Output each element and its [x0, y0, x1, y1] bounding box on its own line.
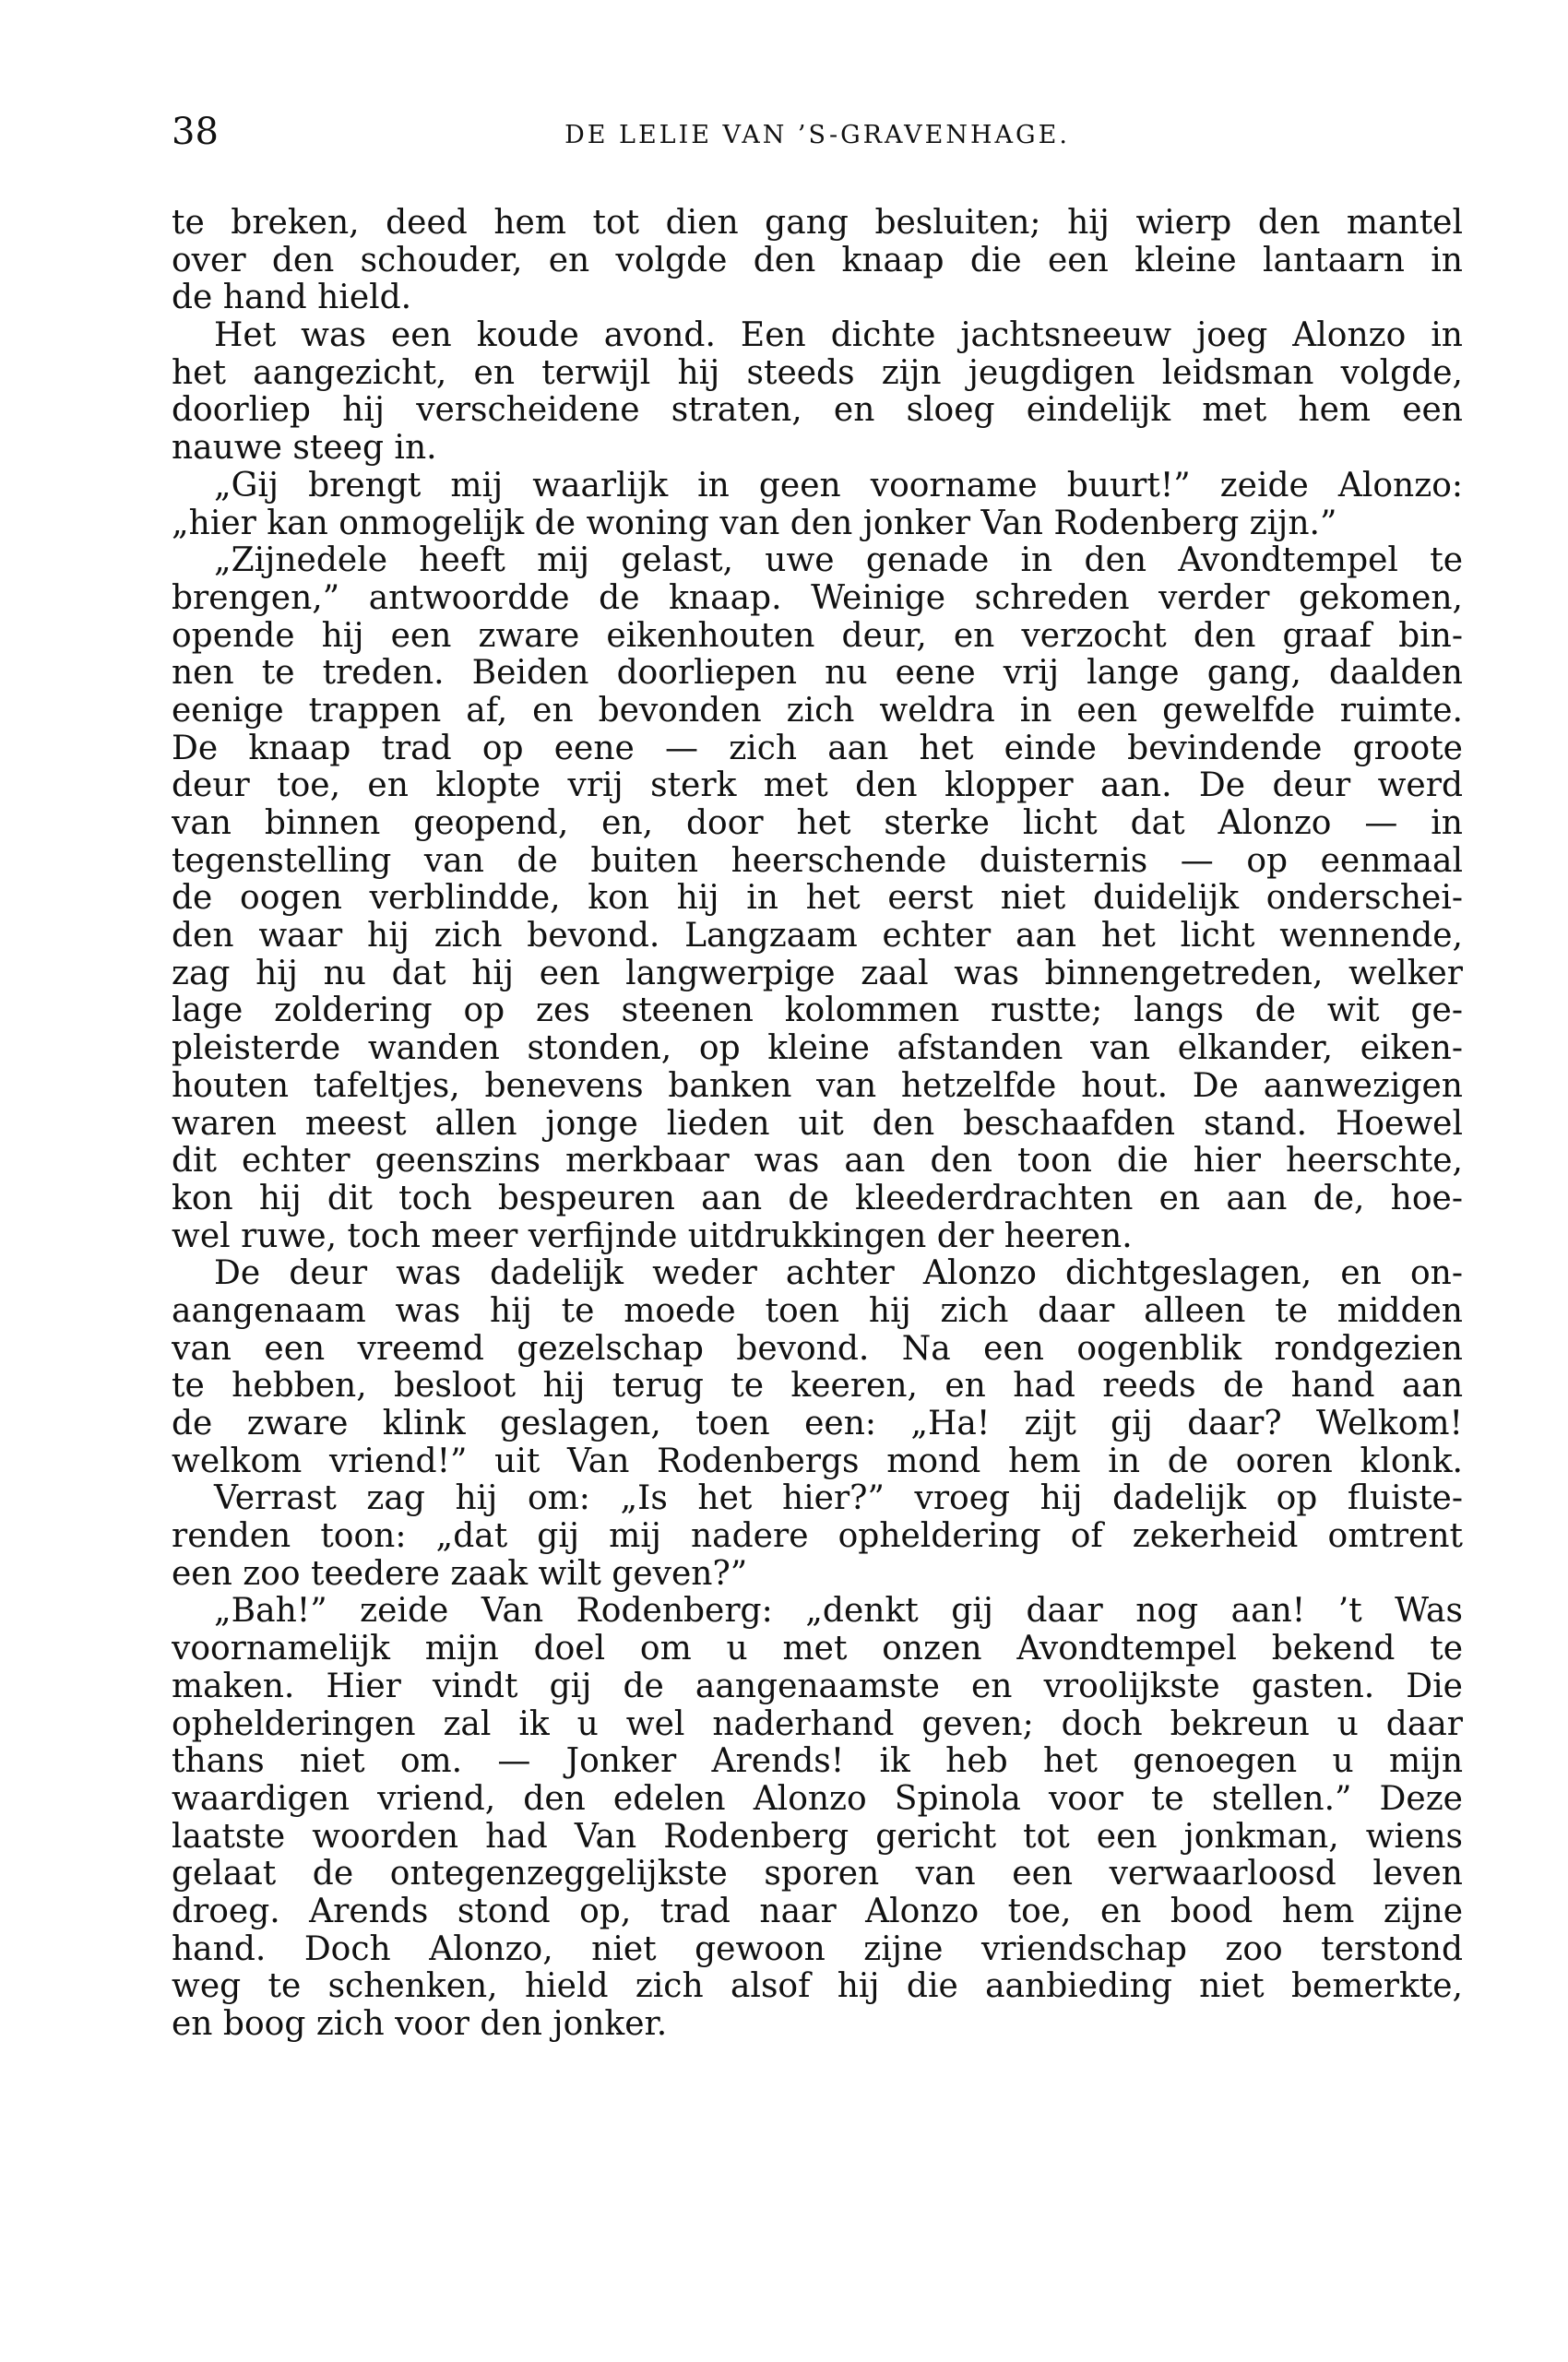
text-line: De knaap trad op eene — zich aan het einde bevindende groote: [172, 730, 1463, 767]
text-line: houten tafeltjes, benevens banken van hetzelfde hout. De aanwezigen: [172, 1067, 1463, 1105]
text-line: hand. Doch Alonzo, niet gewoon zijne vriendschap zoo terstond: [172, 1930, 1463, 1968]
text-line: De deur was dadelijk weder achter Alonzo dichtgeslagen, en on-: [214, 1255, 1463, 1293]
text-line: renden toon: „dat gij mij nadere opheldering of zekerheid omtrent: [172, 1518, 1463, 1556]
text-line: weg te schenken, hield zich alsof hij die aanbieding niet bemerkte,: [172, 1968, 1463, 2006]
text-line: waardigen vriend, den edelen Alonzo Spinola voor te stellen.” Deze: [172, 1780, 1463, 1818]
text-line: ophelderingen zal ik u wel naderhand geven; doch bekreun u daar: [172, 1705, 1463, 1743]
text-line: lage zoldering op zes steenen kolommen rustte; langs de wit ge-: [172, 992, 1463, 1030]
text-line: welkom vriend!” uit Van Rodenbergs mond hem in de ooren klonk.: [172, 1442, 1463, 1480]
text-line: Verrast zag hij om: „Is het hier?” vroeg hij dadelijk op fluiste-: [214, 1480, 1463, 1518]
text-line: den waar hij zich bevond. Langzaam echter aan het licht wennende,: [172, 918, 1463, 955]
text-line: droeg. Arends stond op, trad naar Alonzo toe, en bood hem zijne: [172, 1893, 1463, 1930]
text-line: doorliep hij verscheidene straten, en sloeg eindelijk met hem een: [172, 392, 1463, 430]
text-line: „Gij brengt mij waarlijk in geen voorname buurt!” zeide Alonzo:: [214, 467, 1463, 504]
text-line: Het was een koude avond. Een dichte jachtsneeuw joeg Alonzo in: [214, 317, 1463, 355]
text-line: en boog zich voor den jonker.: [172, 2006, 668, 2043]
text-line: voornamelijk mijn doel om u met onzen Avondtempel bekend te: [172, 1631, 1463, 1668]
text-line: van een vreemd gezelschap bevond. Na een oogenblik rondgezien: [172, 1330, 1463, 1368]
text-line: te breken, deed hem tot dien gang besluiten; hij wierp den mantel: [172, 205, 1463, 242]
text-line: aangenaam was hij te moede toen hij zich daar alleen te midden: [172, 1292, 1463, 1330]
text-line: pleisterde wanden stonden, op kleine afstanden van elkander, eiken-: [172, 1030, 1463, 1068]
text-line: thans niet om. — Jonker Arends! ik heb het genoegen u mijn: [172, 1743, 1463, 1781]
text-line: wel ruwe, toch meer verfijnde uitdrukkingen der heeren.: [172, 1217, 1133, 1255]
text-line: dit echter geenszins merkbaar was aan den toon die hier heerschte,: [172, 1143, 1463, 1181]
text-line: eenige trappen af, en bevonden zich weldra in een gewelfde ruimte.: [172, 692, 1463, 730]
body-text: [172, 205, 1463, 2044]
text-line: „hier kan onmogelijk de woning van den jonker Van Rodenberg zijn.”: [172, 504, 1337, 542]
text-line: de oogen verblindde, kon hij in het eerst niet duidelijk onderschei-: [172, 880, 1463, 918]
text-line: waren meest allen jonge lieden uit den beschaafden stand. Hoewel: [172, 1105, 1463, 1143]
text-line: gelaat de ontegenzeggelijkste sporen van een verwaarloosd leven: [172, 1856, 1463, 1893]
text-line: zag hij nu dat hij een langwerpige zaal was binnengetreden, welker: [172, 955, 1463, 992]
text-line: tegenstelling van de buiten heerschende duisternis — op eenmaal: [172, 842, 1463, 880]
text-line: een zoo teedere zaak wilt geven?”: [172, 1555, 748, 1593]
running-title: DE LELIE VAN ’S-GRAVENHAGE.: [564, 121, 1070, 149]
text-line: de zware klink geslagen, toen een: „Ha! zijt gij daar? Welkom!: [172, 1406, 1463, 1442]
text-line: het aangezicht, en terwijl hij steeds zijn jeugdigen leidsman volgde,: [172, 354, 1463, 392]
page-number: 38: [172, 111, 219, 153]
text-line: nen te treden. Beiden doorliepen nu eene vrij lange gang, daalden: [172, 655, 1463, 693]
text-line: „Zijnedele heeft mij gelast, uwe genade in den Avondtempel te: [214, 542, 1463, 580]
text-line: laatste woorden had Van Rodenberg gericht tot een jonkman, wiens: [172, 1818, 1463, 1856]
text-line: te hebben, besloot hij terug te keeren, en had reeds de hand aan: [172, 1368, 1463, 1406]
text-line: over den schouder, en volgde den knaap die een kleine lantaarn in: [172, 242, 1463, 279]
text-line: de hand hield.: [172, 279, 412, 317]
text-line: kon hij dit toch bespeuren aan de kleederdrachten en aan de, hoe-: [172, 1180, 1463, 1217]
text-line: van binnen geopend, en, door het sterke licht dat Alonzo — in: [172, 805, 1463, 842]
text-line: deur toe, en klopte vrij sterk met den klopper aan. De deur werd: [172, 767, 1463, 805]
text-line: brengen,” antwoordde de knaap. Weinige schreden verder gekomen,: [172, 579, 1463, 617]
text-line: maken. Hier vindt gij de aangenaamste en vroolijkste gasten. Die: [172, 1668, 1463, 1705]
text-line: opende hij een zware eikenhouten deur, en verzocht den graaf bin-: [172, 617, 1463, 655]
text-line: nauwe steeg in.: [172, 430, 437, 468]
text-line: „Bah!” zeide Van Rodenberg: „denkt gij daar nog aan! ’t Was: [214, 1593, 1463, 1631]
running-head: [172, 109, 1463, 155]
